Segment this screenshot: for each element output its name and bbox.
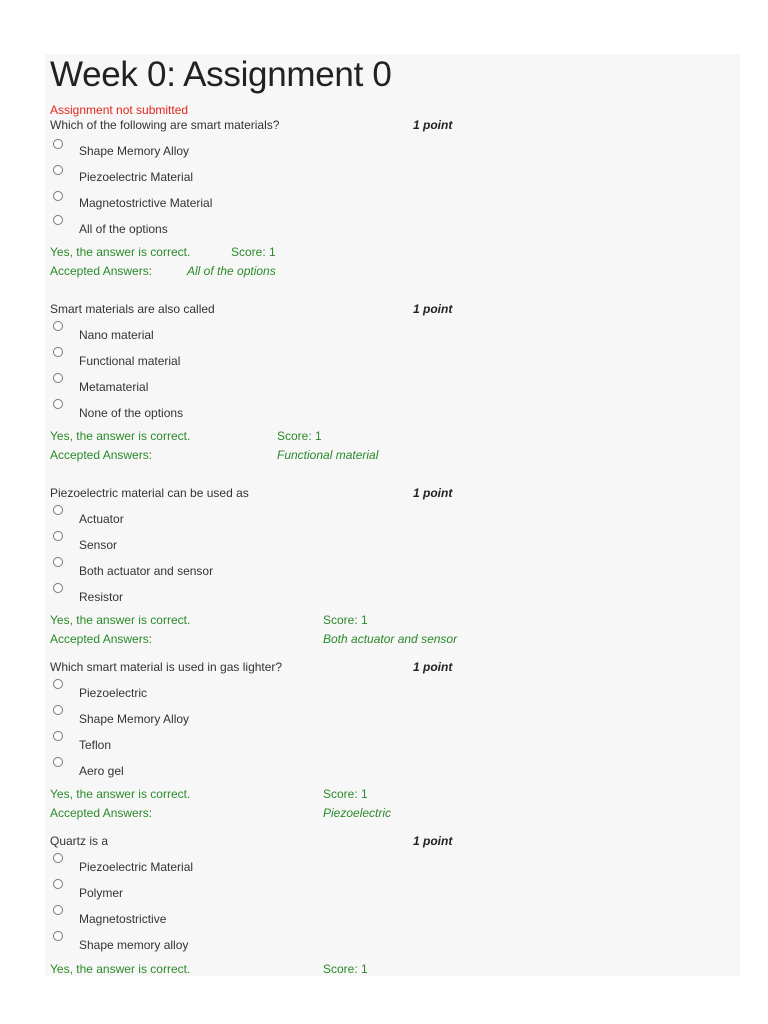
option-radio[interactable] — [53, 373, 63, 383]
option-radio[interactable] — [53, 139, 63, 149]
question-points: 1 point — [413, 302, 453, 316]
score-text: Score: 1 — [323, 962, 368, 976]
option-label: Actuator — [79, 512, 124, 526]
option-radio[interactable] — [53, 679, 63, 689]
option-label: Shape memory alloy — [79, 938, 189, 952]
option-label: Piezoelectric — [79, 686, 148, 700]
option-radio[interactable] — [53, 757, 63, 767]
option-radio[interactable] — [53, 399, 63, 409]
option-label: None of the options — [79, 406, 184, 420]
accepted-answers-label: Accepted Answers: — [50, 806, 153, 820]
score-text: Score: 1 — [323, 787, 368, 801]
assignment-panel — [45, 54, 740, 976]
question-points: 1 point — [413, 834, 453, 848]
question-points: 1 point — [413, 486, 453, 500]
feedback-text: Yes, the answer is correct. — [50, 429, 191, 443]
question-text: Quartz is a — [50, 834, 109, 848]
option-label: Functional material — [79, 354, 181, 368]
submission-status: Assignment not submitted — [50, 103, 189, 117]
option-label: Metamaterial — [79, 380, 149, 394]
option-radio[interactable] — [53, 879, 63, 889]
feedback-text: Yes, the answer is correct. — [50, 613, 191, 627]
option-radio[interactable] — [53, 853, 63, 863]
question-text: Which of the following are smart materials? — [50, 118, 280, 132]
option-label: Sensor — [79, 538, 118, 552]
accepted-answer: Both actuator and sensor — [323, 632, 458, 646]
score-text: Score: 1 — [323, 613, 368, 627]
option-radio[interactable] — [53, 531, 63, 541]
option-radio[interactable] — [53, 165, 63, 175]
feedback-text: Yes, the answer is correct. — [50, 962, 191, 976]
option-radio[interactable] — [53, 321, 63, 331]
option-label: Aero gel — [79, 764, 124, 778]
option-label: Piezoelectric Material — [79, 170, 194, 184]
option-label: Polymer — [79, 886, 124, 900]
option-label: Magnetostrictive Material — [79, 196, 213, 210]
option-radio[interactable] — [53, 557, 63, 567]
option-radio[interactable] — [53, 215, 63, 225]
option-label: Shape Memory Alloy — [79, 144, 190, 158]
option-label: Shape Memory Alloy — [79, 712, 190, 726]
option-radio[interactable] — [53, 731, 63, 741]
option-radio[interactable] — [53, 705, 63, 715]
question-text: Piezoelectric material can be used as — [50, 486, 249, 500]
option-radio[interactable] — [53, 931, 63, 941]
option-label: Resistor — [79, 590, 124, 604]
accepted-answer: Functional material — [277, 448, 379, 462]
feedback-text: Yes, the answer is correct. — [50, 787, 191, 801]
option-label: Nano material — [79, 328, 154, 342]
option-radio[interactable] — [53, 347, 63, 357]
feedback-text: Yes, the answer is correct. — [50, 245, 191, 259]
option-radio[interactable] — [53, 505, 63, 515]
question-points: 1 point — [413, 660, 453, 674]
score-text: Score: 1 — [231, 245, 276, 259]
question-text: Which smart material is used in gas lighter? — [50, 660, 283, 674]
accepted-answers-label: Accepted Answers: — [50, 448, 153, 462]
option-label: Both actuator and sensor — [79, 564, 214, 578]
accepted-answer: All of the options — [187, 264, 276, 278]
question-points: 1 point — [413, 118, 453, 132]
question-text: Smart materials are also called — [50, 302, 215, 316]
accepted-answers-label: Accepted Answers: — [50, 632, 153, 646]
option-radio[interactable] — [53, 905, 63, 915]
option-label: Piezoelectric Material — [79, 860, 194, 874]
score-text: Score: 1 — [277, 429, 322, 443]
accepted-answer: Piezoelectric — [323, 806, 392, 820]
option-label: Teflon — [79, 738, 112, 752]
accepted-answers-label: Accepted Answers: — [50, 264, 153, 278]
option-label: All of the options — [79, 222, 168, 236]
option-radio[interactable] — [53, 583, 63, 593]
option-radio[interactable] — [53, 191, 63, 201]
page-title: Week 0: Assignment 0 — [50, 55, 392, 94]
option-label: Magnetostrictive — [79, 912, 167, 926]
